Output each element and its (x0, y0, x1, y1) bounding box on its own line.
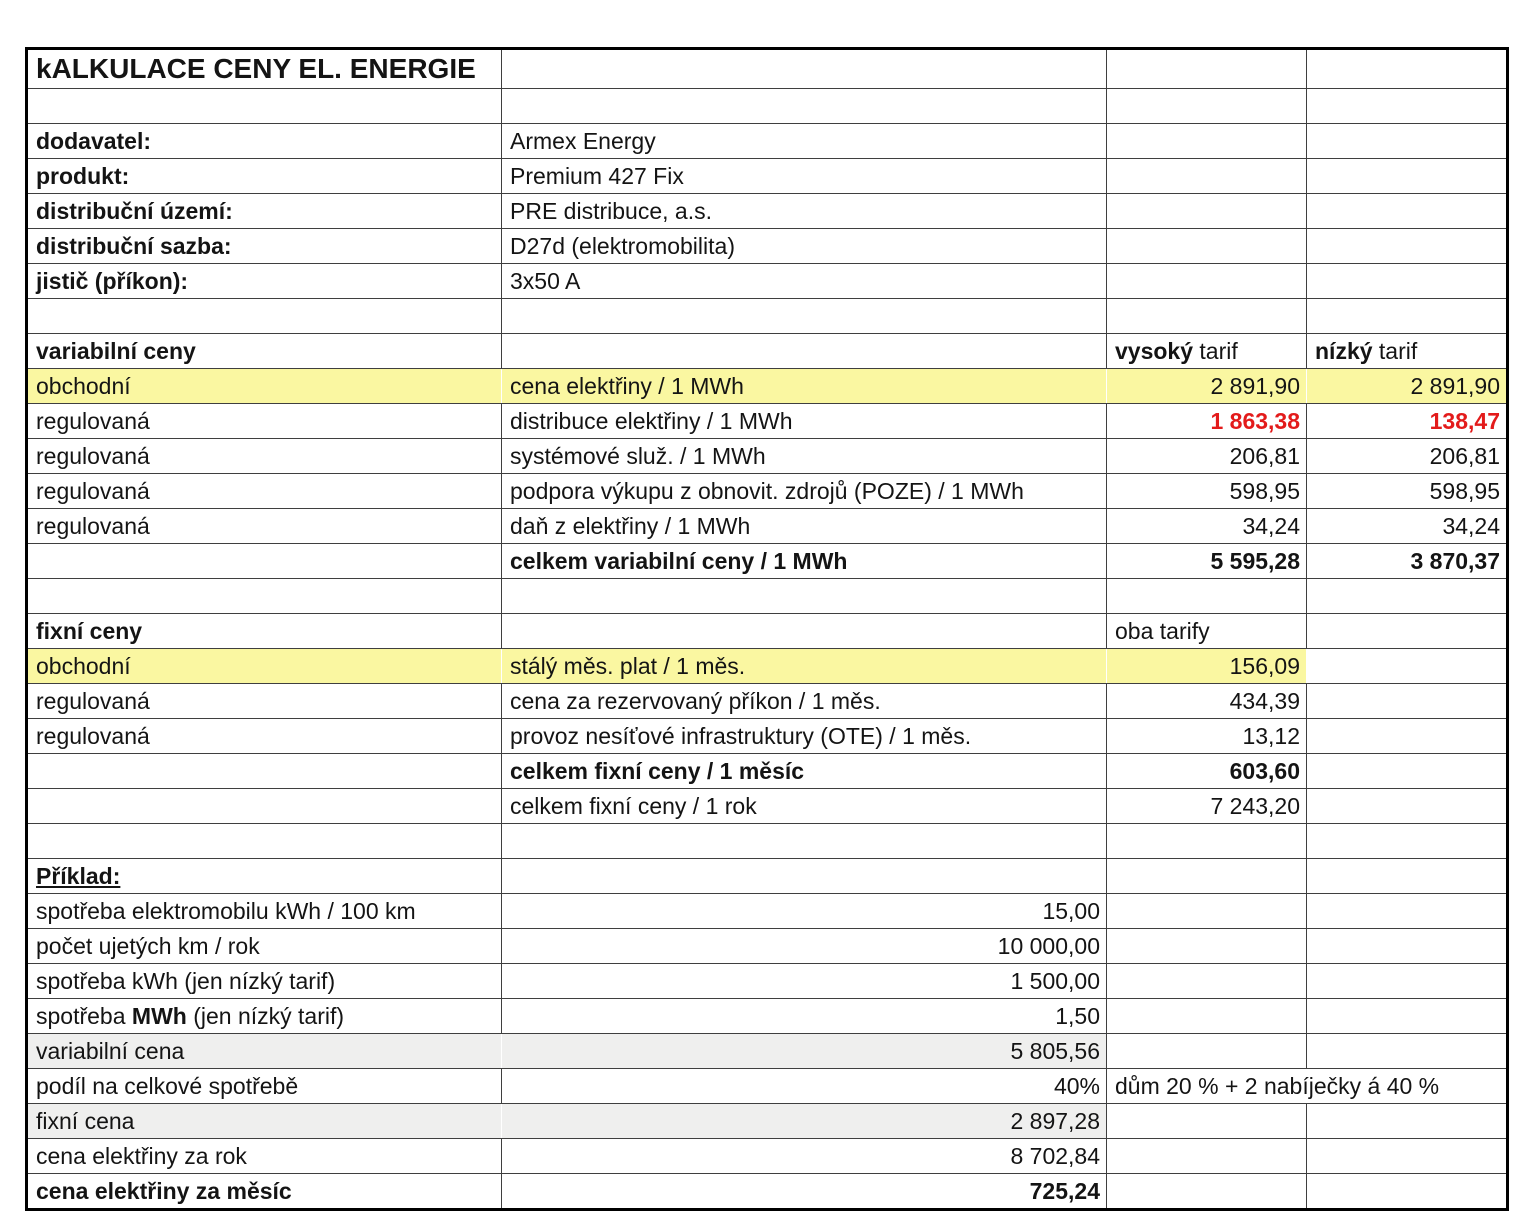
regulated-system-services-row (27, 439, 1508, 474)
cell-r24c3 (1107, 859, 1307, 894)
low-tariff-header (1307, 334, 1508, 369)
regulated-distribution-row (27, 404, 1508, 439)
consumption-share-row (27, 1069, 1508, 1104)
cell-r30c2: 40% (502, 1069, 1107, 1104)
cell-r7c2: 3x50 A (502, 264, 1107, 299)
cell-r2c4 (1307, 89, 1508, 124)
cell-r21c4 (1307, 754, 1508, 789)
cell-r8c3 (1107, 299, 1307, 334)
cell-r31c3 (1107, 1104, 1307, 1139)
cell-r25c1: spotřeba elektromobilu kWh / 100 km (27, 894, 502, 929)
cell-r22c2: celkem fixní ceny / 1 rok (502, 789, 1107, 824)
cell-r27c4 (1307, 964, 1508, 999)
cell-r14c4: 34,24 (1307, 509, 1508, 544)
cell-r4c3 (1107, 159, 1307, 194)
cell-r16c2 (502, 579, 1107, 614)
cell-r29c3 (1107, 1034, 1307, 1069)
supplier-row (27, 124, 1508, 159)
cell-r21c3: 603,60 (1107, 754, 1307, 789)
cell-r18c4 (1307, 649, 1508, 684)
cell-r19c4 (1307, 684, 1508, 719)
monthly-price-row (27, 1174, 1508, 1210)
table-body (27, 49, 1508, 1210)
cell-r4c4 (1307, 159, 1508, 194)
cell-r15c2: celkem variabilní ceny / 1 MWh (502, 544, 1107, 579)
cell-r6c1: distribuční sazba: (27, 229, 502, 264)
cell-r11c3: 1 863,38 (1107, 404, 1307, 439)
cell-r15c4: 3 870,37 (1307, 544, 1508, 579)
cell-r13c4: 598,95 (1307, 474, 1508, 509)
fixed-total-year-row (27, 789, 1508, 824)
cell-r9c1: variabilní ceny (27, 334, 502, 369)
text-part: (jen nízký tarif) (186, 1002, 345, 1029)
cell-r32c2: 8 702,84 (502, 1139, 1107, 1174)
cell-r16c4 (1307, 579, 1508, 614)
consumption-mwh-row (27, 999, 1508, 1034)
cell-r14c2: daň z elektřiny / 1 MWh (502, 509, 1107, 544)
cell-r16c3 (1107, 579, 1307, 614)
cell-r14c1: regulovaná (27, 509, 502, 544)
cell-r29c1: variabilní cena (27, 1034, 502, 1069)
fixed-total-month-row (27, 754, 1508, 789)
text-part: tarif (1199, 337, 1238, 364)
both-tariffs-header: oba tarify (1107, 614, 1307, 649)
fixed-prices-header-row (27, 614, 1508, 649)
cell-r19c3: 434,39 (1107, 684, 1307, 719)
cell-r31c4 (1307, 1104, 1508, 1139)
fixed-cost-row (27, 1104, 1508, 1139)
cell-r28c2: 1,50 (502, 999, 1107, 1034)
commercial-monthly-fee-row (27, 649, 1508, 684)
cell-r1c3 (1107, 49, 1307, 89)
cell-r26c2: 10 000,00 (502, 929, 1107, 964)
cell-r18c3: 156,09 (1107, 649, 1307, 684)
cell-r32c3 (1107, 1139, 1307, 1174)
cell-r26c1: počet ujetých km / rok (27, 929, 502, 964)
cell-r33c3 (1107, 1174, 1307, 1210)
cell-r5c3 (1107, 194, 1307, 229)
cell-r7c4 (1307, 264, 1508, 299)
cell-r10c1: obchodní (27, 369, 502, 404)
text-part: vysoký (1115, 337, 1200, 364)
cell-r17c1: fixní ceny (27, 614, 502, 649)
cell-r22c4 (1307, 789, 1508, 824)
cell-r24c4 (1307, 859, 1508, 894)
distribution-area-row (27, 194, 1508, 229)
cell-r22c1 (27, 789, 502, 824)
cell-r25c2: 15,00 (502, 894, 1107, 929)
cell-r2c1 (27, 89, 502, 124)
cell-r12c4: 206,81 (1307, 439, 1508, 474)
cell-r3c4 (1307, 124, 1508, 159)
cell-r30c1: podíl na celkové spotřebě (27, 1069, 502, 1104)
cell-r1c4 (1307, 49, 1508, 89)
breaker-row (27, 264, 1508, 299)
cell-r22c3: 7 243,20 (1107, 789, 1307, 824)
spacer-row (27, 824, 1508, 859)
cell-r21c1 (27, 754, 502, 789)
cell-r15c1 (27, 544, 502, 579)
example-header-row (27, 859, 1508, 894)
cell-r20c2: provoz nesíťové infrastruktury (OTE) / 1 měs. (502, 719, 1107, 754)
cell-r33c1: cena elektřiny za měsíc (27, 1174, 502, 1210)
cell-r27c2: 1 500,00 (502, 964, 1107, 999)
cell-r6c2: D27d (elektromobilita) (502, 229, 1107, 264)
title-row (27, 49, 1508, 89)
ev-consumption-row (27, 894, 1508, 929)
cell-r7c1: jistič (příkon): (27, 264, 502, 299)
cell-r9c2 (502, 334, 1107, 369)
text-part: tarif (1378, 337, 1418, 364)
cell-r33c2: 725,24 (502, 1174, 1107, 1210)
cell-r28c1 (27, 999, 502, 1034)
regulated-tax-row (27, 509, 1508, 544)
product-row (27, 159, 1508, 194)
cell-r17c2 (502, 614, 1107, 649)
cell-r19c1: regulovaná (27, 684, 502, 719)
regulated-ote-row (27, 719, 1508, 754)
cell-r27c3 (1107, 964, 1307, 999)
text-part: nízký (1315, 337, 1379, 364)
cell-r29c2: 5 805,56 (502, 1034, 1107, 1069)
cell-r2c2 (502, 89, 1107, 124)
cell-r10c3: 2 891,90 (1107, 369, 1307, 404)
cell-r26c3 (1107, 929, 1307, 964)
cell-r20c3: 13,12 (1107, 719, 1307, 754)
variable-prices-header-row (27, 334, 1508, 369)
cell-r21c2: celkem fixní ceny / 1 měsíc (502, 754, 1107, 789)
cell-r12c1: regulovaná (27, 439, 502, 474)
commercial-energy-price-row (27, 369, 1508, 404)
high-tariff-header (1107, 334, 1307, 369)
cell-r32c4 (1307, 1139, 1508, 1174)
cell-r8c2 (502, 299, 1107, 334)
text-part: spotřeba (36, 1002, 132, 1029)
cell-r26c4 (1307, 929, 1508, 964)
cell-r11c4: 138,47 (1307, 404, 1508, 439)
cell-r5c1: distribuční území: (27, 194, 502, 229)
regulated-poze-row (27, 474, 1508, 509)
cell-r7c3 (1107, 264, 1307, 299)
cell-r25c4 (1307, 894, 1508, 929)
cell-r23c2 (502, 824, 1107, 859)
cell-r3c1: dodavatel: (27, 124, 502, 159)
cell-r23c3 (1107, 824, 1307, 859)
cell-r32c1: cena elektřiny za rok (27, 1139, 502, 1174)
cell-r11c2: distribuce elektřiny / 1 MWh (502, 404, 1107, 439)
km-per-year-row (27, 929, 1508, 964)
consumption-kwh-row (27, 964, 1508, 999)
price-calculation-table (25, 47, 1509, 1211)
cell-r20c1: regulovaná (27, 719, 502, 754)
spacer-row (27, 89, 1508, 124)
yearly-price-row (27, 1139, 1508, 1174)
variable-cost-row (27, 1034, 1508, 1069)
cell-r13c1: regulovaná (27, 474, 502, 509)
cell-r24c2 (502, 859, 1107, 894)
cell-r18c1: obchodní (27, 649, 502, 684)
cell-r8c4 (1307, 299, 1508, 334)
cell-r8c1 (27, 299, 502, 334)
cell-r13c3: 598,95 (1107, 474, 1307, 509)
cell-r31c2: 2 897,28 (502, 1104, 1107, 1139)
text-part: MWh (131, 1002, 187, 1029)
distribution-rate-row (27, 229, 1508, 264)
regulated-reserved-power-row (27, 684, 1508, 719)
cell-r19c2: cena za rezervovaný příkon / 1 měs. (502, 684, 1107, 719)
cell-r4c2: Premium 427 Fix (502, 159, 1107, 194)
cell-r31c1: fixní cena (27, 1104, 502, 1139)
cell-r5c2: PRE distribuce, a.s. (502, 194, 1107, 229)
cell-r2c3 (1107, 89, 1307, 124)
cell-r12c2: systémové služ. / 1 MWh (502, 439, 1107, 474)
cell-r10c4: 2 891,90 (1307, 369, 1508, 404)
cell-r17c4 (1307, 614, 1508, 649)
cell-r6c4 (1307, 229, 1508, 264)
cell-r28c4 (1307, 999, 1508, 1034)
cell-r5c4 (1307, 194, 1508, 229)
cell-r3c3 (1107, 124, 1307, 159)
cell-r10c2: cena elektřiny / 1 MWh (502, 369, 1107, 404)
share-note: dům 20 % + 2 nabíječky á 40 % (1107, 1069, 1508, 1104)
cell-r16c1 (27, 579, 502, 614)
spacer-row (27, 299, 1508, 334)
variable-total-row (27, 544, 1508, 579)
page-title: kALKULACE CENY EL. ENERGIE (27, 49, 502, 89)
cell-r4c1: produkt: (27, 159, 502, 194)
spacer-row (27, 579, 1508, 614)
cell-r25c3 (1107, 894, 1307, 929)
cell-r23c4 (1307, 824, 1508, 859)
sheet-container (25, 47, 1509, 1211)
cell-r12c3: 206,81 (1107, 439, 1307, 474)
cell-r3c2: Armex Energy (502, 124, 1107, 159)
cell-r11c1: regulovaná (27, 404, 502, 439)
cell-r24c1: Příklad: (27, 859, 502, 894)
cell-r15c3: 5 595,28 (1107, 544, 1307, 579)
cell-r20c4 (1307, 719, 1508, 754)
cell-r23c1 (27, 824, 502, 859)
cell-r28c3 (1107, 999, 1307, 1034)
cell-r13c2: podpora výkupu z obnovit. zdrojů (POZE) / 1 MWh (502, 474, 1107, 509)
cell-r18c2: stálý měs. plat / 1 měs. (502, 649, 1107, 684)
cell-r29c4 (1307, 1034, 1508, 1069)
cell-r33c4 (1307, 1174, 1508, 1210)
cell-r1c2 (502, 49, 1107, 89)
cell-r6c3 (1107, 229, 1307, 264)
cell-r27c1: spotřeba kWh (jen nízký tarif) (27, 964, 502, 999)
cell-r14c3: 34,24 (1107, 509, 1307, 544)
